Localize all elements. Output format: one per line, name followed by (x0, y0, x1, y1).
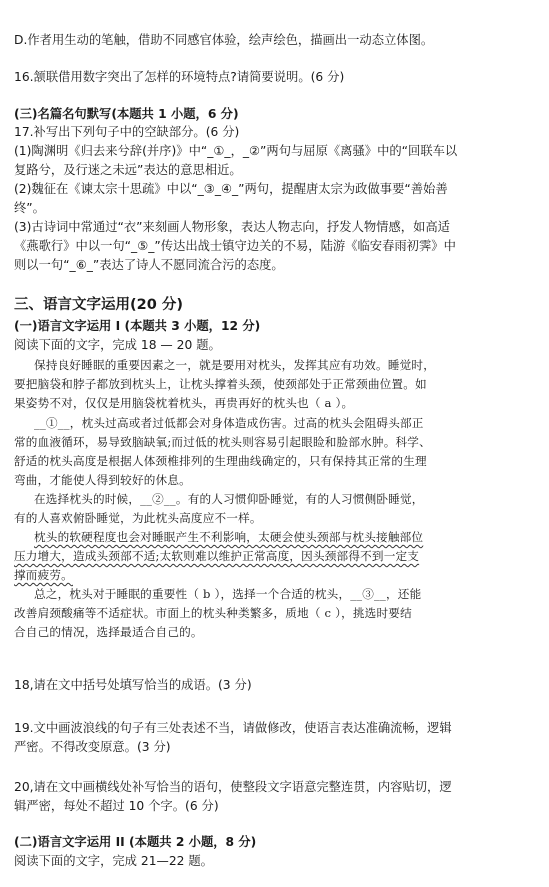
q17-part2-line1: (2)魏征在《谏太宗十思疏》中以“_③_④_”两句，提醒唐太宗为政做事要“善始善 (14, 182, 448, 196)
part-3-heading: 三、语言文字运用(20 分) (14, 297, 183, 313)
section-3-heading: (三)名篇名句默写(本题共 1 小题，6 分) (14, 107, 239, 121)
q17-part3-line2: 《燕歌行》中以一句“_⑤_”传达出战士镇守边关的不易，陆游《临安春雨初霁》中 (14, 239, 456, 253)
passage-para2-line3: 舒适的枕头高度是根据人体颈椎排列的生理曲线确定的，只有保持其正常的生理 (14, 454, 427, 468)
question-16: 16.颔联借用数字突出了怎样的环境特点?请简要说明。(6 分) (14, 70, 345, 84)
passage-para1-line1: 保持良好睡眠的重要因素之一，就是要用对枕头，发挥其应有功效。睡觉时， (34, 358, 435, 372)
question-18: 18,请在文中括号处填写恰当的成语。(3 分) (14, 678, 252, 692)
passage-para3-line2: 有的人喜欢俯卧睡觉，为此枕头高度应不一样。 (14, 511, 262, 525)
subsection-2-heading: (二)语言文字运用 II (本题共 2 小题，8 分) (14, 835, 257, 849)
passage-para5-line1: 总之，枕头对于睡眠的重要性（ b ），选择一个合适的枕头，__③__，还能 (34, 587, 422, 601)
question-17: 17.补写出下列句子中的空缺部分。(6 分) (14, 125, 240, 139)
passage-para2-line2: 常的血液循环，易导致脑缺氧;而过低的枕头则容易引起眼睑和脸部水肿。科学、 (14, 435, 431, 449)
passage-para3-line1: 在选择枕头的时候，__②__。有的人习惯仰卧睡觉，有的人习惯侧卧睡觉， (34, 492, 424, 506)
passage-para1-line2: 要把脑袋和脖子都放到枕头上，让枕头撑着头颈，使颈部处于正常颈曲位置。如 (14, 377, 427, 391)
q17-part2-line2: 终”。 (14, 201, 45, 215)
wavy-sentence-line1: 枕头的软硬程度也会对睡眠产生不利影响，太硬会使头颈部与枕头接触部位 (34, 530, 424, 544)
passage-para5-line2: 改善肩颈酸痛等不适症状。市面上的枕头种类繁多，质地（ c ），挑选时要结 (14, 606, 412, 620)
question-20-line1: 20,请在文中画横线处补写恰当的语句，使整段文字语意完整连贯，内容贴切，逻 (14, 780, 452, 794)
q17-part1-line1: (1)陶渊明《归去来兮辞(并序)》中“_①_，_②”两句与屈原《离骚》中的“回联车以 (14, 144, 458, 158)
wavy-sentence-line2: 压力增大，造成头颈部不适;太软则难以维护正常高度，因头颈部得不到一定支 (14, 549, 420, 563)
passage-para4-line1-wrap (34, 528, 539, 546)
q17-part3-line3: 则以一句“_⑥_”表达了诗人不愿同流合污的态度。 (14, 258, 284, 272)
q17-part1-line2: 复路兮，及行迷之未远”表达的意思相近。 (14, 163, 242, 177)
q17-part3-line1: (3)古诗词中常通过“衣”来刻画人物形象，表达人物志向，抒发人物情感，如高适 (14, 220, 450, 234)
passage-para2-line4: 弯曲，才能使人得到较好的休息。 (14, 473, 191, 487)
passage-para5-line3: 合自己的情况，选择最适合自己的。 (14, 625, 203, 639)
question-20-line2: 辑严密，每处不超过 10 个字。(6 分) (14, 799, 219, 813)
reading-instruction-1: 阅读下面的文字，完成 18 — 20 题。 (14, 338, 221, 352)
passage-para1-line3: 果姿势不对，仅仅是用脑袋枕着枕头，再贵再好的枕头也（ a ）。 (14, 396, 354, 410)
passage-para2-line1: __①__，枕头过高或者过低都会对身体造成伤害。过高的枕头会阻碍头部正 (34, 416, 424, 430)
passage-para4-line2-wrap (14, 547, 539, 565)
question-19-line1: 19.文中画波浪线的句子有三处表述不当，请做修改，使语言表达准确流畅，逻辑 (14, 721, 452, 735)
passage-para4-line3-wrap (14, 566, 539, 584)
option-d-text: D.作者用生动的笔触，借助不同感官体验，绘声绘色，描画出一动态立体图。 (14, 33, 434, 47)
wavy-sentence-line3: 撑而疲劳。 (14, 568, 73, 582)
subsection-1-heading: (一)语言文字运用 I (本题共 3 小题，12 分) (14, 319, 261, 333)
reading-instruction-2: 阅读下面的文字，完成 21—22 题。 (14, 854, 213, 868)
question-19-line2: 严密。不得改变原意。(3 分) (14, 740, 171, 754)
